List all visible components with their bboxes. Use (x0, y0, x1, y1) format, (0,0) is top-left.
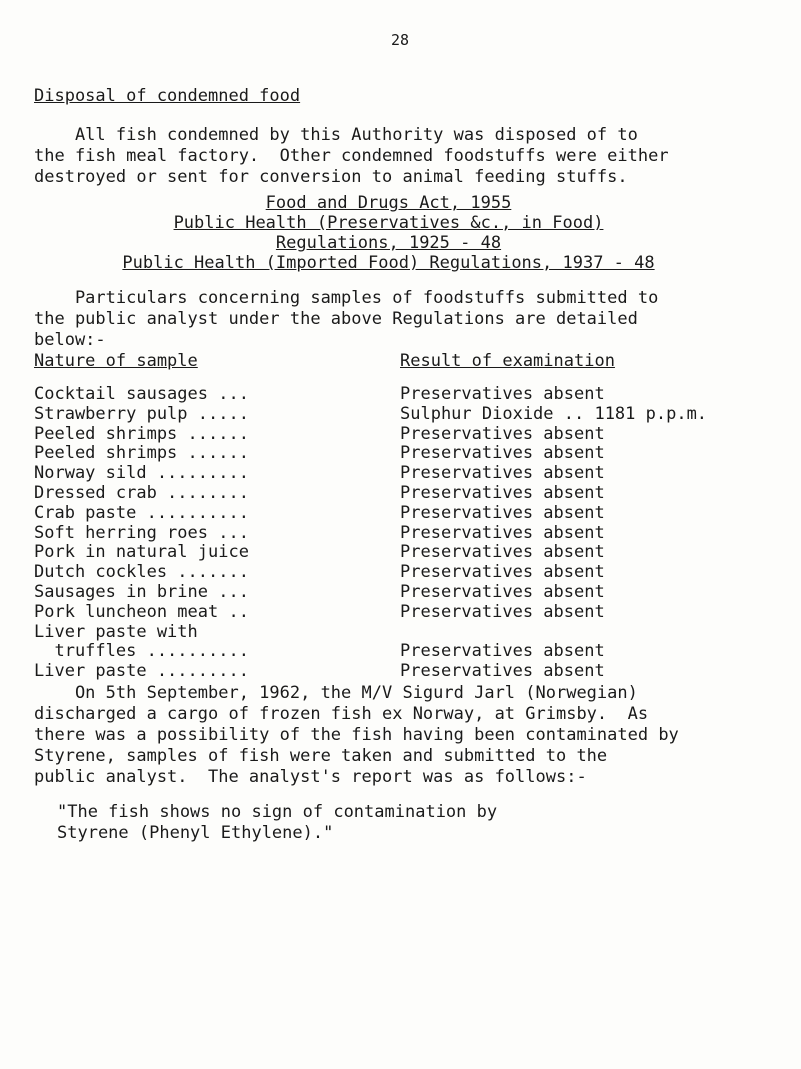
table-row (0, 443, 801, 463)
sample-cell: Liver paste ......... (34, 661, 249, 682)
regulation-line: Food and Drugs Act, 1955 (265, 193, 512, 213)
particulars-line: the public analyst under the above Regulations are detailed (34, 309, 638, 329)
sample-cell: Cocktail sausages ... (34, 384, 249, 404)
sample-cell: Peeled shrimps ...... (34, 443, 249, 464)
result-cell: Preservatives absent (400, 562, 605, 583)
incident-line: Styrene, samples of fish were taken and submitted to the (34, 746, 608, 766)
page-number: 28 (391, 31, 410, 49)
sample-cell: Sausages in brine ... (34, 581, 249, 602)
sample-cell: Dressed crab ........ (34, 482, 249, 503)
sample-cell: Soft herring roes ... (34, 522, 249, 543)
result-cell: Preservatives absent (400, 482, 605, 503)
column-header-sample: Nature of sample (34, 351, 198, 371)
table-row (0, 542, 801, 562)
result-cell: Preservatives absent (400, 384, 605, 404)
sample-cell: Norway sild ......... (34, 463, 249, 484)
result-cell: Preservatives absent (400, 661, 605, 682)
intro-line: the fish meal factory. Other condemned foodstuffs were either (34, 146, 669, 166)
quote-line: Styrene (Phenyl Ethylene)." (57, 823, 334, 843)
result-cell: Preservatives absent (400, 522, 605, 543)
particulars-line: below:- (34, 330, 106, 350)
table-row (0, 622, 801, 642)
table-row (0, 404, 801, 424)
sample-cell: truffles .......... (34, 641, 249, 662)
incident-line: public analyst. The analyst's report was as follows:- (34, 767, 587, 787)
result-cell: Sulphur Dioxide .. 1181 p.p.m. (400, 403, 708, 424)
result-cell: Preservatives absent (400, 542, 605, 563)
table-row (0, 463, 801, 483)
result-cell: Preservatives absent (400, 581, 605, 602)
result-cell: Preservatives absent (400, 502, 605, 523)
sample-cell: Crab paste .......... (34, 502, 249, 523)
sample-cell: Dutch cockles ....... (34, 562, 249, 583)
column-header-result: Result of examination (400, 351, 615, 371)
result-cell: Preservatives absent (400, 423, 605, 444)
incident-line: On 5th September, 1962, the M/V Sigurd Jarl (Norwegian) (34, 683, 638, 703)
sample-cell: Strawberry pulp ..... (34, 403, 249, 424)
table-row (0, 424, 801, 444)
regulation-line: Regulations, 1925 - 48 (275, 233, 502, 253)
result-cell: Preservatives absent (400, 443, 605, 464)
intro-line: All fish condemned by this Authority was disposed of to (34, 125, 638, 145)
quote-line: "The fish shows no sign of contamination by (57, 802, 498, 822)
result-cell: Preservatives absent (400, 463, 605, 484)
sample-cell: Liver paste with (34, 621, 198, 642)
incident-line: there was a possibility of the fish having been contaminated by (34, 725, 679, 745)
table-row (0, 384, 801, 404)
sample-cell: Pork in natural juice (34, 542, 249, 563)
regulation-line: Public Health (Preservatives &c., in Food) (173, 213, 604, 233)
section-title: Disposal of condemned food (34, 86, 301, 106)
sample-cell: Pork luncheon meat .. (34, 601, 249, 622)
table-row (0, 523, 801, 543)
table-row (0, 661, 801, 681)
intro-line: destroyed or sent for conversion to animal feeding stuffs. (34, 167, 628, 187)
incident-line: discharged a cargo of frozen fish ex Norway, at Grimsby. As (34, 704, 649, 724)
table-row (0, 483, 801, 503)
table-row (0, 602, 801, 622)
particulars-line: Particulars concerning samples of foodstuffs submitted to (34, 288, 659, 308)
table-row (0, 503, 801, 523)
table-row (0, 582, 801, 602)
table-row (0, 641, 801, 661)
table-row (0, 562, 801, 582)
sample-cell: Peeled shrimps ...... (34, 423, 249, 444)
samples-table (0, 384, 801, 681)
result-cell: Preservatives absent (400, 641, 605, 662)
regulation-line: Public Health (Imported Food) Regulations, 1937 - 48 (122, 253, 655, 273)
result-cell: Preservatives absent (400, 601, 605, 622)
